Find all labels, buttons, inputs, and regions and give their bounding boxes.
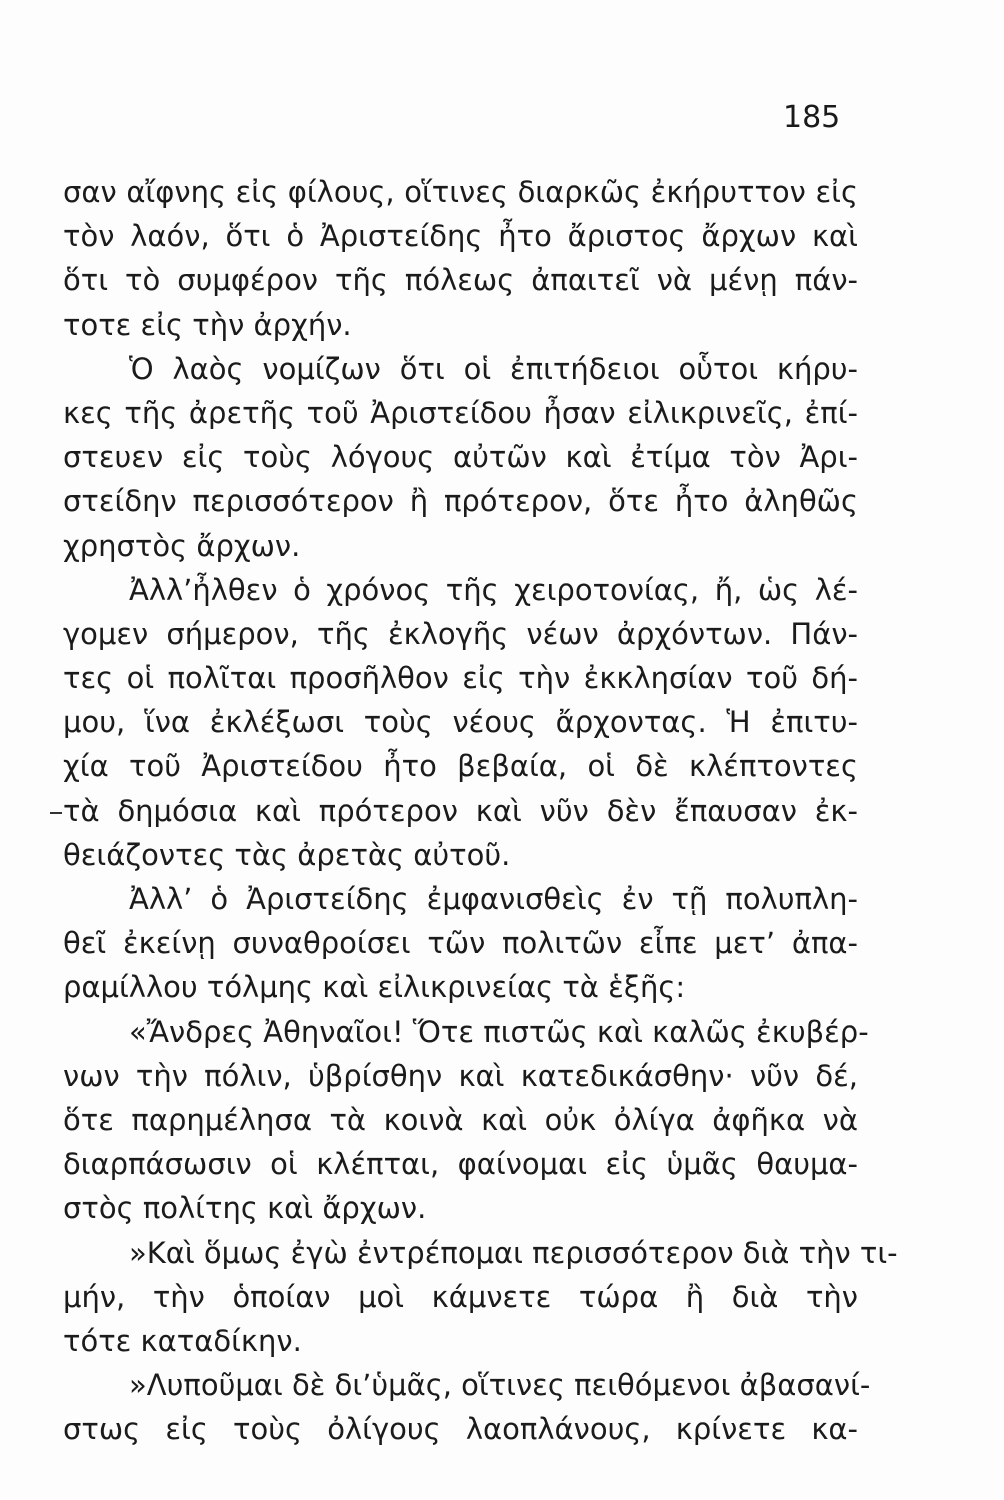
text-line: Ὁ λαὸς νομίζων ὅτι οἱ ἐπιτήδειοι οὗτοι κήρυ- (129, 351, 858, 386)
text-line: Ἀλλ’ ὁ Ἀριστείδης ἐμφανισθεὶς ἐν τῇ πολυπλη- (129, 882, 858, 916)
text-line: τες οἱ πολῖται προσῆλθον εἰς τὴν ἐκκλησίαν τοῦ δή- (63, 661, 858, 696)
text-line: ὅτι τὸ συμφέρον τῆς πόλεως ἀπαιτεῖ νὰ μένῃ πάν- (63, 263, 858, 298)
text-line: χρηστὸς ἄρχων. (63, 528, 301, 563)
text-line: κες τῆς ἀρετῆς τοῦ Ἀριστείδου ἦσαν εἰλικρινεῖς, ἐπί- (63, 395, 858, 430)
text-line: »Λυποῦμαι δὲ δι’ὑμᾶς, οἵτινες πειθόμενοι ἀβασανί- (129, 1368, 871, 1403)
text-line: σαν αἴφνης εἰς φίλους, οἵτινες διαρκῶς ἐκήρυττον εἰς (63, 175, 858, 209)
margin-dash-mark (50, 812, 62, 814)
text-line: χία τοῦ Ἀριστείδου ἦτο βεβαία, οἱ δὲ κλέπτοντες (63, 749, 858, 784)
text-line: γομεν σήμερον, τῆς ἐκλογῆς νέων ἀρχόντων. Πάν- (63, 616, 858, 651)
text-line: στευεν εἰς τοὺς λόγους αὐτῶν καὶ ἐτίμα τὸν Ἀρι- (63, 440, 858, 475)
text-line: τοτε εἰς τὴν ἀρχήν. (63, 307, 352, 342)
text-line: ὅτε παρημέλησα τὰ κοινὰ καὶ οὐκ ὀλίγα ἀφῆκα νὰ (63, 1102, 858, 1137)
text-line: νων τὴν πόλιν, ὑβρίσθην καὶ κατεδικάσθην· νῦν δέ, (63, 1058, 858, 1093)
page-number: 185 (783, 100, 841, 135)
text-line: τὰ δημόσια καὶ πρότερον καὶ νῦν δὲν ἔπαυσαν ἐκ- (63, 793, 858, 828)
text-line: μήν, τὴν ὁποίαν μοὶ κάμνετε τώρα ἢ διὰ τὴν (63, 1279, 858, 1314)
text-line: «Ἄνδρες Ἀθηναῖοι! Ὅτε πιστῶς καὶ καλῶς ἐκυβέρ- (129, 1014, 869, 1049)
text-line: τὸν λαόν, ὅτι ὁ Ἀριστείδης ἦτο ἄριστος ἄρχων καὶ (63, 219, 858, 254)
text-line: τότε καταδίκην. (63, 1323, 302, 1358)
text-line: Ἀλλ’ἦλθεν ὁ χρόνος τῆς χειροτονίας, ἤ, ὡς λέ- (129, 572, 858, 607)
text-line: διαρπάσωσιν οἱ κλέπται, φαίνομαι εἰς ὑμᾶς θαυμα- (63, 1147, 858, 1182)
body-text (63, 170, 898, 1451)
text-line: ραμίλλου τόλμης καὶ εἰλικρινείας τὰ ἑξῆς: (63, 970, 686, 1005)
text-line: μου, ἵνα ἐκλέξωσι τοὺς νέους ἄρχοντας. Ἡ ἐπιτυ- (63, 705, 858, 740)
text-line: »Καὶ ὅμως ἐγὼ ἐντρέπομαι περισσότερον διὰ τὴν τι- (129, 1235, 898, 1270)
text-line: θεῖ ἐκείνῃ συναθροίσει τῶν πολιτῶν εἶπε μετ’ ἀπα- (63, 926, 858, 961)
text-line: στως εἰς τοὺς ὀλίγους λαοπλάνους, κρίνετε κα- (63, 1412, 858, 1447)
text-line: στὸς πολίτης καὶ ἄρχων. (63, 1191, 427, 1226)
text-line: θειάζοντες τὰς ἀρετὰς αὐτοῦ. (63, 837, 511, 872)
text-line: στείδην περισσότερον ἢ πρότερον, ὅτε ἦτο ἀληθῶς (63, 484, 858, 519)
